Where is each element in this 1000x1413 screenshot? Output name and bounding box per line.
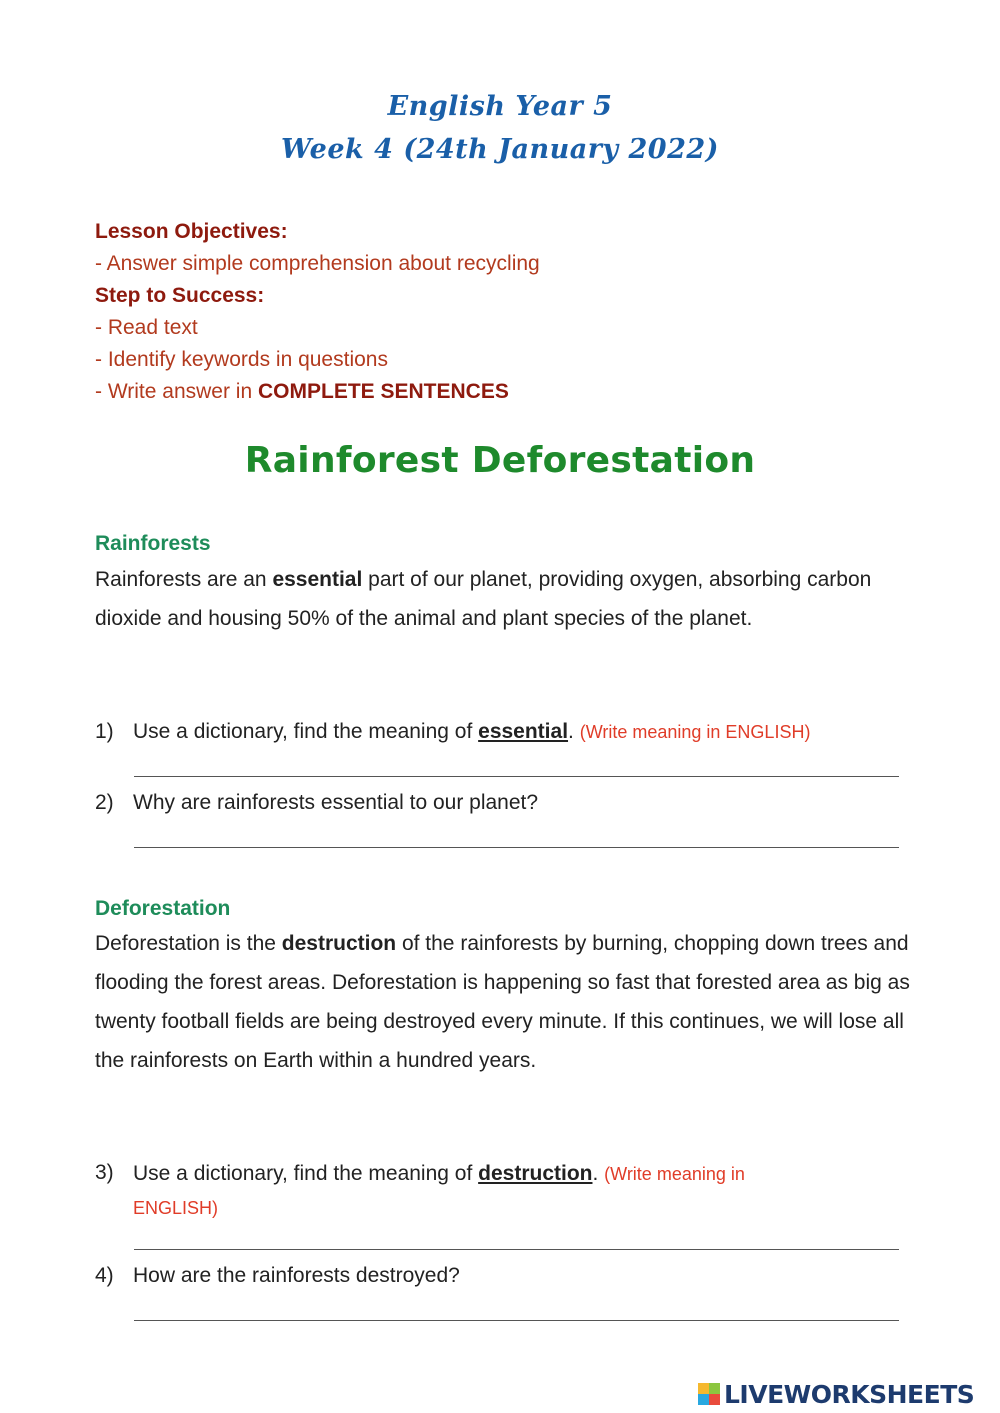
question-text [133,720,903,744]
question-hint: (Write meaning in ENGLISH) [133,1164,745,1218]
lesson-objectives-heading: Lesson Objectives: [95,220,288,243]
logo-text: LIVEWORKSHEETS [724,1379,975,1409]
question-keyword: essential [478,720,569,743]
step-item-2: - Identify keywords in questions [95,348,388,371]
step-item-3-emphasis: COMPLETE SENTENCES [258,380,509,403]
question-number: 1) [95,720,114,743]
paragraph-text: part of our planet, providing oxygen, absorbing carbon dioxide and housing 50% of the animal and plant species of the planet. [95,568,872,630]
question-keyword: destruction [478,1162,593,1185]
answer-line-2[interactable] [134,847,899,848]
paragraph-rainforests [95,560,915,638]
question-number: 4) [95,1264,114,1287]
section-heading-deforestation: Deforestation [95,897,231,920]
question-text: Why are rainforests essential to our planet? [133,791,539,814]
answer-line-4[interactable] [134,1320,899,1321]
answer-line-1[interactable] [134,776,899,777]
header-course: English Year 5 [387,91,613,122]
header-week: Week 4 (24th January 2022) [281,134,719,165]
paragraph-deforestation [95,924,915,1080]
step-item-3 [95,380,509,404]
steps-heading: Step to Success: [95,284,265,307]
section-heading-rainforests: Rainforests [95,532,211,555]
paragraph-text: of the rainforests by burning, chopping down trees and flooding the forest areas. Deforestation is happening so fast that forested area as big as twenty football fields are being destroyed every minute. If this continues, we will lose all the rainforests on Earth within a hundred years. [95,932,910,1072]
question-punct: . [568,720,580,743]
worksheet-title: Rainforest Deforestation [244,440,756,481]
paragraph-text: Deforestation is the [95,932,282,955]
paragraph-keyword: essential [272,568,363,591]
question-number: 2) [95,791,114,814]
paragraph-text: Rainforests are an [95,568,273,591]
question-prompt: Use a dictionary, find the meaning of [133,720,479,743]
grid-logo-icon [698,1383,720,1405]
question-punct: . [592,1162,605,1185]
question-text: How are the rainforests destroyed? [133,1264,460,1287]
paragraph-keyword: destruction [281,932,397,955]
lesson-objective-item: - Answer simple comprehension about recycling [95,252,540,275]
question-prompt: Use a dictionary, find the meaning of [133,1162,479,1185]
liveworksheets-logo[interactable] [698,1378,974,1410]
question-number: 3) [95,1161,114,1184]
step-item-3-text: - Write answer in [95,380,258,403]
question-text [133,1157,833,1225]
step-item-1: - Read text [95,316,198,339]
question-hint: (Write meaning in ENGLISH) [579,722,811,742]
answer-line-3[interactable] [134,1249,899,1250]
